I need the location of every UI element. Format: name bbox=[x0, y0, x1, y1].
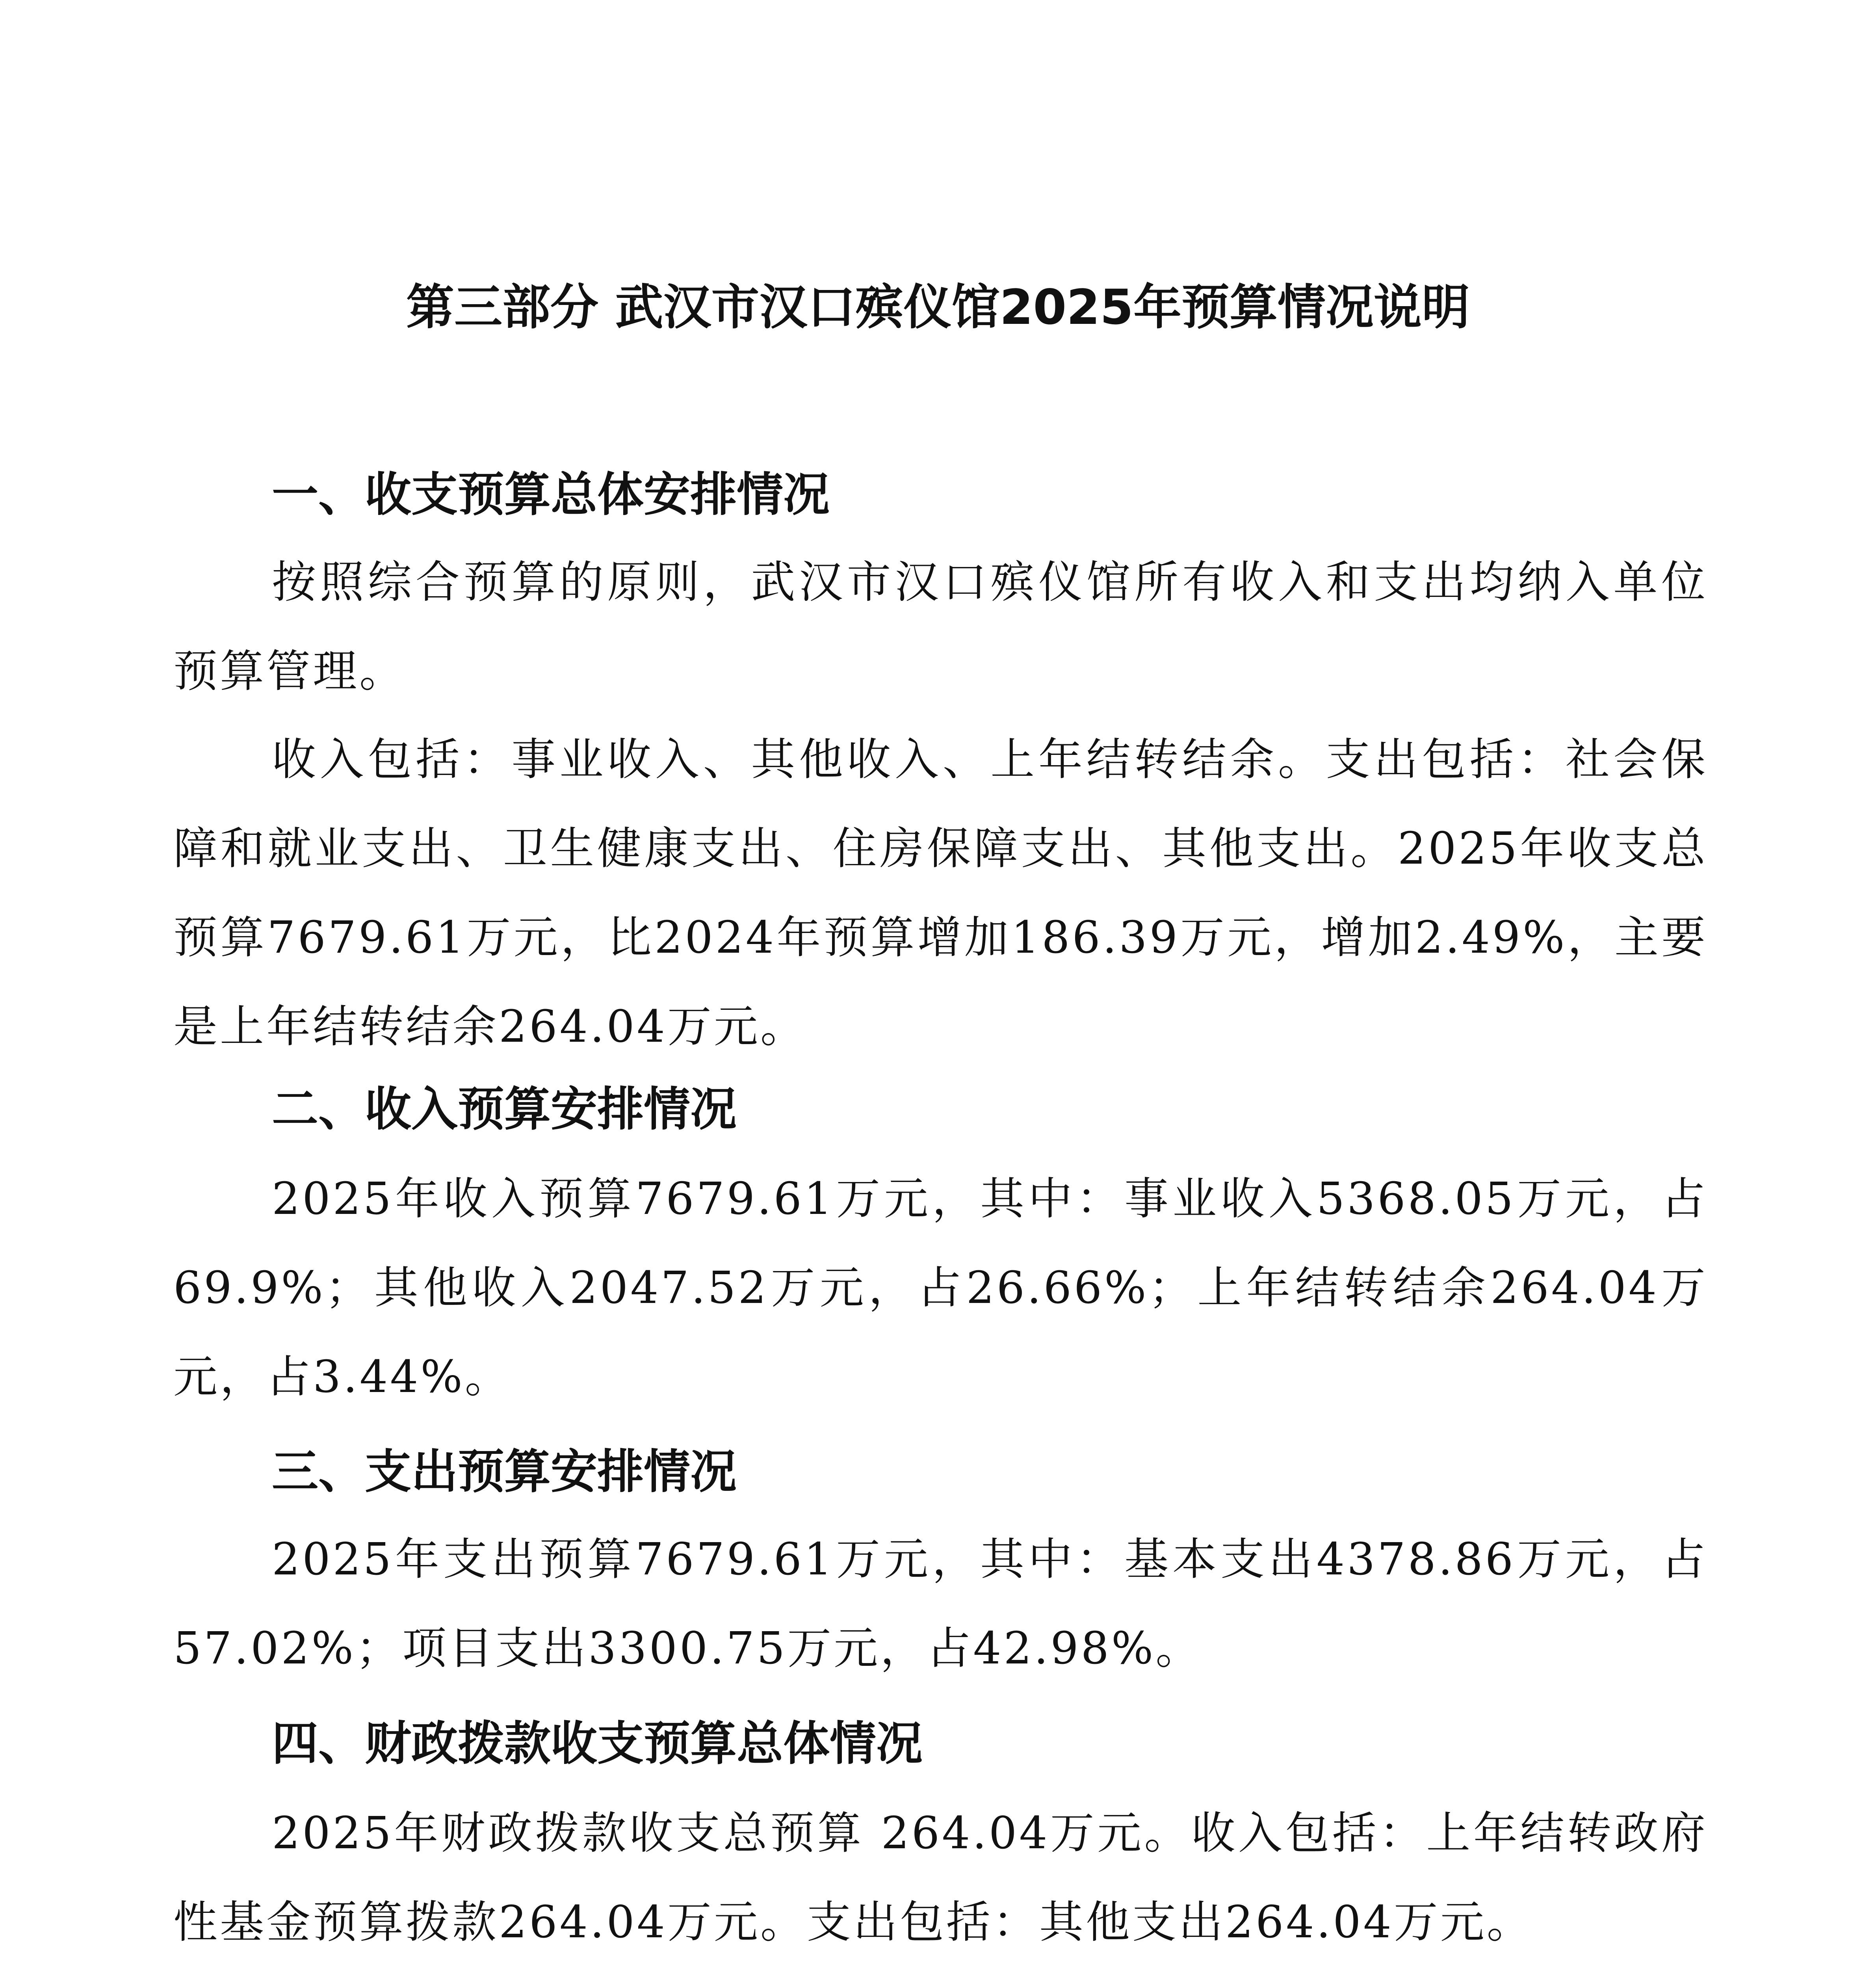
section-1-paragraph-2: 收入包括：事业收入、其他收入、上年结转结余。支出包括：社会保障和就业支出、卫生健康支出、住房保障支出、其他支出。2025年收支总预算7679.61万元，比2024年预算增加186.39万元，增加2.49%，主要是上年结转结余264.04万元。 bbox=[173, 734, 1708, 1052]
page-title: 第三部分 武汉市汉口殡仪馆2025年预算情况说明 bbox=[406, 279, 1470, 335]
section-1-paragraph-1: 按照综合预算的原则，武汉市汉口殡仪馆所有收入和支出均纳入单位预算管理。 bbox=[173, 557, 1708, 697]
section-heading-2: 二、收入预算安排情况 bbox=[272, 1082, 737, 1136]
section-4-paragraph-1: 2025年财政拨款收支总预算 264.04万元。收入包括：上年结转政府性基金预算拨款264.04万元。支出包括：其他支出264.04万元。 bbox=[173, 1808, 1708, 1948]
section-2-paragraph-1: 2025年收入预算7679.61万元，其中：事业收入5368.05万元，占69.9%；其他收入2047.52万元，占26.66%；上年结转结余264.04万元，占3.44%。 bbox=[173, 1173, 1708, 1403]
section-3-paragraph-1: 2025年支出预算7679.61万元，其中：基本支出4378.86万元，占57.02%；项目支出3300.75万元，占42.98%。 bbox=[173, 1534, 1708, 1674]
section-heading-3: 三、支出预算安排情况 bbox=[272, 1444, 737, 1499]
section-heading-1: 一、收支预算总体安排情况 bbox=[272, 467, 830, 522]
section-heading-4: 四、财政拨款收支预算总体情况 bbox=[272, 1716, 923, 1771]
